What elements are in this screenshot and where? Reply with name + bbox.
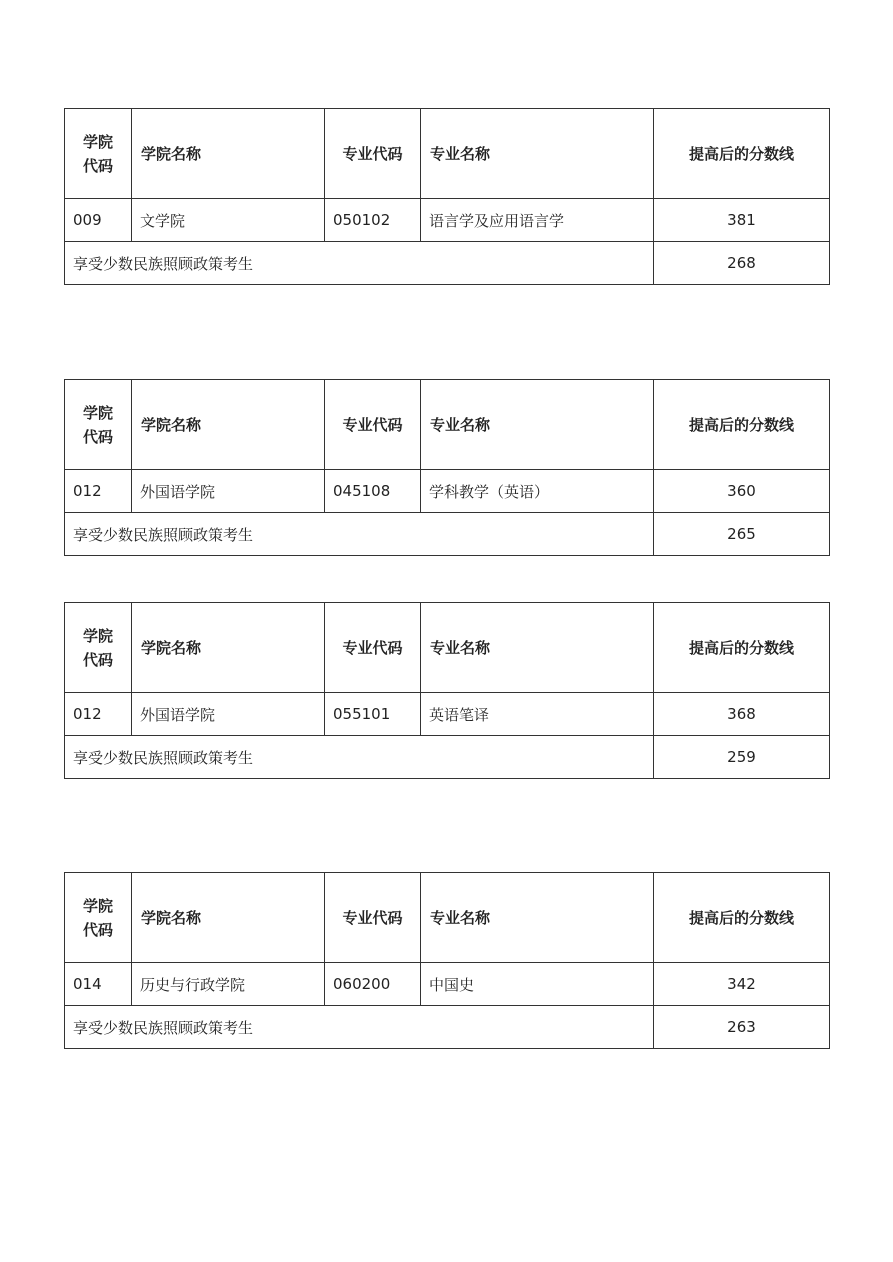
header-score-line: 提高后的分数线 — [654, 873, 830, 963]
header-score-line: 提高后的分数线 — [654, 603, 830, 693]
minority-score-cell: 259 — [654, 736, 830, 779]
header-score-line: 提高后的分数线 — [654, 380, 830, 470]
header-college-code-line1: 学院 — [82, 896, 113, 915]
minority-row — [65, 513, 830, 556]
score-cell: 381 — [654, 199, 830, 242]
header-major-code: 专业代码 — [325, 109, 421, 199]
header-college-name: 学院名称 — [132, 603, 325, 693]
header-college-name: 学院名称 — [132, 380, 325, 470]
major-name-cell: 英语笔译 — [421, 693, 654, 736]
table-header-row — [65, 109, 830, 199]
header-college-code — [65, 109, 132, 199]
college-name-cell: 外国语学院 — [132, 693, 325, 736]
minority-score-cell: 263 — [654, 1006, 830, 1049]
score-cell: 342 — [654, 963, 830, 1006]
score-table-4 — [64, 872, 830, 1049]
minority-score-cell: 268 — [654, 242, 830, 285]
score-cell: 360 — [654, 470, 830, 513]
table-row — [65, 963, 830, 1006]
header-major-code: 专业代码 — [325, 603, 421, 693]
header-college-code — [65, 873, 132, 963]
major-code-cell: 050102 — [325, 199, 421, 242]
header-major-name: 专业名称 — [421, 603, 654, 693]
minority-row — [65, 242, 830, 285]
score-table-1 — [64, 108, 830, 285]
header-college-code — [65, 603, 132, 693]
header-major-name: 专业名称 — [421, 109, 654, 199]
header-score-line: 提高后的分数线 — [654, 109, 830, 199]
college-code-cell: 012 — [65, 693, 132, 736]
college-code-cell: 014 — [65, 963, 132, 1006]
table-row — [65, 693, 830, 736]
header-college-code-line2: 代码 — [82, 920, 113, 939]
score-cell: 368 — [654, 693, 830, 736]
minority-row — [65, 736, 830, 779]
major-name-cell: 学科教学（英语） — [421, 470, 654, 513]
header-major-code: 专业代码 — [325, 380, 421, 470]
header-college-code — [65, 380, 132, 470]
score-table-2 — [64, 379, 830, 556]
table-row — [65, 470, 830, 513]
header-major-name: 专业名称 — [421, 873, 654, 963]
table-header-row — [65, 873, 830, 963]
college-name-cell: 历史与行政学院 — [132, 963, 325, 1006]
major-code-cell: 055101 — [325, 693, 421, 736]
major-code-cell: 060200 — [325, 963, 421, 1006]
header-college-code-line2: 代码 — [82, 156, 113, 175]
college-code-cell: 012 — [65, 470, 132, 513]
major-name-cell: 语言学及应用语言学 — [421, 199, 654, 242]
header-college-name: 学院名称 — [132, 873, 325, 963]
header-college-name: 学院名称 — [132, 109, 325, 199]
header-major-code: 专业代码 — [325, 873, 421, 963]
header-major-name: 专业名称 — [421, 380, 654, 470]
header-college-code-line1: 学院 — [82, 403, 113, 422]
minority-row — [65, 1006, 830, 1049]
minority-label-cell: 享受少数民族照顾政策考生 — [65, 1006, 654, 1049]
header-college-code-line1: 学院 — [82, 626, 113, 645]
college-name-cell: 文学院 — [132, 199, 325, 242]
minority-label-cell: 享受少数民族照顾政策考生 — [65, 513, 654, 556]
table-header-row — [65, 603, 830, 693]
college-code-cell: 009 — [65, 199, 132, 242]
major-name-cell: 中国史 — [421, 963, 654, 1006]
college-name-cell: 外国语学院 — [132, 470, 325, 513]
header-college-code-line2: 代码 — [82, 427, 113, 446]
header-college-code-line1: 学院 — [82, 132, 113, 151]
score-table-3 — [64, 602, 830, 779]
table-row — [65, 199, 830, 242]
major-code-cell: 045108 — [325, 470, 421, 513]
minority-label-cell: 享受少数民族照顾政策考生 — [65, 736, 654, 779]
table-header-row — [65, 380, 830, 470]
header-college-code-line2: 代码 — [82, 650, 113, 669]
minority-label-cell: 享受少数民族照顾政策考生 — [65, 242, 654, 285]
minority-score-cell: 265 — [654, 513, 830, 556]
